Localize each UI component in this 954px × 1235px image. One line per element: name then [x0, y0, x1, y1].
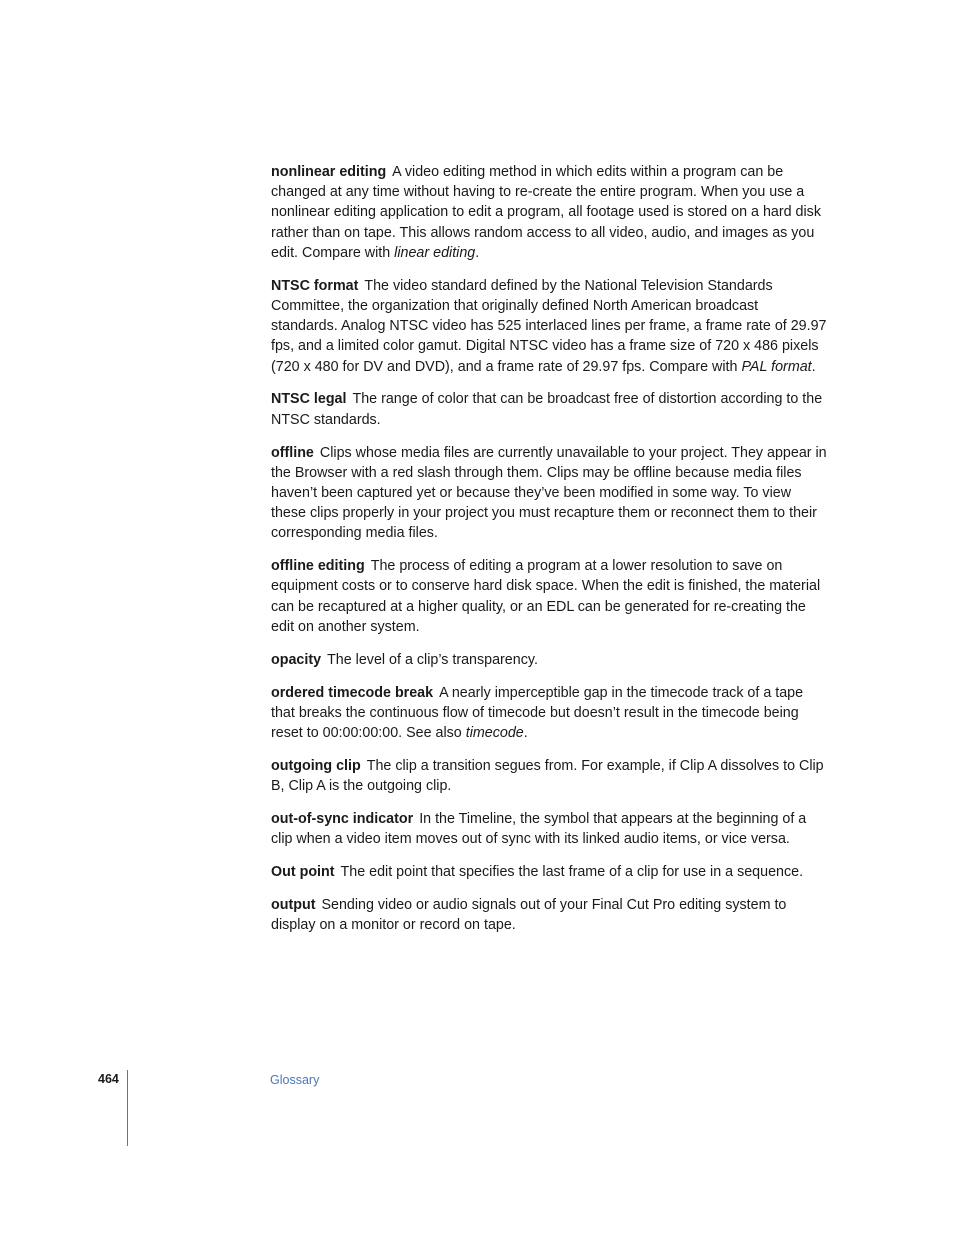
- glossary-definition: The clip a transition segues from. For example, if Clip A dissolves to Clip B, Clip A is the outgoing clip.: [271, 757, 824, 795]
- glossary-cross-reference[interactable]: linear editing: [394, 244, 476, 261]
- glossary-definition: Sending video or audio signals out of your Final Cut Pro editing system to display on a monitor or record on tape.: [271, 896, 787, 934]
- glossary-entry-ntsc-format: NTSC format The video standard defined by the National Television Standards Committee, the organization that originally defined North American broadcast standards. Analog NTSC video has 525 interlaced lines per frame, a frame rate of 29.97 fps, and a limited color gamut. Digital NTSC video has a frame size of 720 x 486 pixels (720 x 480 for DV and DVD), and a frame rate of 29.97 fps. Compare with PAL format.: [271, 277, 827, 375]
- glossary-entry-offline: [271, 443, 827, 544]
- glossary-definition: The level of a clip’s transparency.: [327, 651, 538, 668]
- glossary-definition: The video standard defined by the National Television Standards Committee, the organization that originally defined North American broadcast standards. Analog NTSC video has 525 interlaced lines per frame, a frame rate of 29.97 fps, and a limited color gamut. Digital NTSC video has a frame size of 720 x 486 pixels (720 x 480 for DV and DVD), and a frame rate of 29.97 fps. Compare with: [271, 277, 827, 375]
- glossary-entry-opacity: [271, 650, 827, 670]
- glossary-definition: A video editing method in which edits within a program can be changed at any time without having to re-create the entire program. When you use a nonlinear editing application to edit a program, all footage used is stored on a hard disk rather than on tape. This allows random access to all video, audio, and images as you edit. Compare with: [271, 164, 821, 261]
- glossary-entry-ordered-timecode-break: ordered timecode break A nearly imperceptible gap in the timecode track of a tape that breaks the continuous flow of timecode but doesn’t result in the timecode being reset to 00:00:00:00. See also timecode.: [271, 684, 804, 741]
- glossary-term: offline: [271, 444, 314, 461]
- glossary-term: ordered timecode break: [271, 684, 434, 701]
- glossary-entry-offline-editing: [271, 556, 827, 637]
- glossary-entry-ntsc-legal: [271, 389, 827, 429]
- glossary-entry-outgoing-clip: [271, 756, 827, 796]
- page-number: 464: [98, 1072, 119, 1086]
- glossary-definition: The process of editing a program at a lower resolution to save on equipment costs or to conserve hard disk space. When the edit is finished, the material can be recaptured at a higher quality, or an EDL can be generated for re-creating the edit on another system.: [271, 558, 821, 635]
- glossary-term: outgoing clip: [271, 757, 361, 774]
- glossary-term: NTSC legal: [271, 391, 347, 408]
- glossary-definition: A nearly imperceptible gap in the timecode track of a tape that breaks the continuous flow of timecode but doesn’t result in the timecode being reset to 00:00:00:00. See also: [271, 684, 804, 741]
- glossary-term: opacity: [271, 651, 322, 668]
- section-title[interactable]: Glossary: [270, 1073, 320, 1087]
- glossary-term: offline editing: [271, 558, 365, 575]
- glossary-term: Out point: [271, 864, 335, 881]
- glossary-cross-reference[interactable]: PAL format: [741, 358, 812, 375]
- glossary-definition: The edit point that specifies the last frame of a clip for use in a sequence.: [340, 864, 804, 881]
- glossary-term: output: [271, 896, 316, 913]
- glossary-entry-nonlinear-editing: nonlinear editing A video editing method in which edits within a program can be changed at any time without having to re-create the entire program. When you use a nonlinear editing application to edit a program, all footage used is stored on a hard disk rather than on tape. This allows random access to all video, audio, and images as you edit. Compare with linear editing.: [271, 164, 821, 261]
- glossary-term: NTSC format: [271, 277, 359, 294]
- glossary-entry-out-of-sync-indicator: [271, 809, 827, 849]
- glossary-term: nonlinear editing: [271, 164, 387, 180]
- glossary-definition: The range of color that can be broadcast free of distortion according to the NTSC standards.: [271, 391, 823, 428]
- glossary-entry-output: [271, 895, 827, 935]
- footer-divider: [127, 1070, 128, 1146]
- glossary-cross-reference[interactable]: timecode: [465, 725, 524, 741]
- glossary-entry-out-point: [271, 862, 827, 882]
- glossary-definition: In the Timeline, the symbol that appears at the beginning of a clip when a video item moves out of sync with its linked audio items, or vice versa.: [271, 810, 807, 848]
- glossary-definition: Clips whose media files are currently unavailable to your project. They appear in the Browser with a red slash through them. Clips may be offline because media files haven’t been captured yet or because they’ve been modified in some way. To view these clips properly in your project you must recapture them or reconnect them to their corresponding media files.: [271, 444, 827, 542]
- glossary-content: [271, 162, 827, 948]
- glossary-term: out-of-sync indicator: [271, 810, 414, 827]
